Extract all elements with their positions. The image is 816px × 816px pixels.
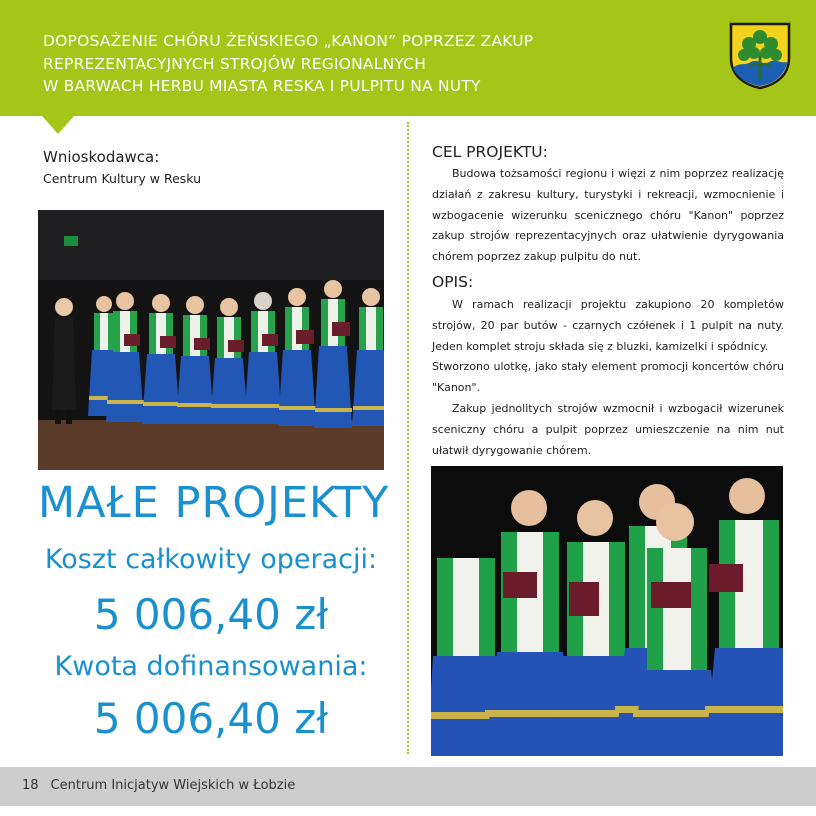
goal-heading: CEL PROJEKTU:: [432, 143, 548, 161]
applicant-label: Wnioskodawca:: [43, 148, 160, 166]
page-footer: [0, 767, 816, 806]
title-line-3: W BARWACH HERBU MIASTA RESKA I PULPITU NA NUTY: [43, 77, 481, 95]
column-divider: [407, 122, 409, 754]
total-cost-value: 5 006,40 zł: [93, 590, 329, 639]
publisher-name: Centrum Inicjatyw Wiejskich w Łobzie: [50, 778, 296, 793]
footer-text: [22, 778, 307, 793]
banner-pointer: [42, 116, 74, 134]
description-text: [432, 295, 784, 461]
page-number: 18: [22, 778, 39, 793]
description-paragraph-3: Zakup jednolitych strojów wzmocnił i wzbogacił wizerunek sceniczny chóru a pulpit poprzez umieszczenie na nim nut ułatwił dyrygowanie chórem.: [432, 401, 784, 457]
description-paragraph-2: Stworzono ulotkę, jako stały element promocji koncertów chóru "Kanon".: [432, 360, 784, 395]
applicant-name: Centrum Kultury w Resku: [43, 171, 202, 186]
description-paragraph-1: W ramach realizacji projektu zakupiono 20 kompletów strojów, 20 par butów - czarnych czółenek i 1 pulpit na nuty. Jeden komplet stroju składa się z bluzki, kamizelki i spódnicy.: [432, 298, 784, 353]
title-line-2: REPREZENTACYJNYCH STROJÓW REGIONALNYCH: [43, 54, 427, 73]
description-heading: OPIS:: [432, 273, 474, 291]
funding-label: Kwota dofinansowania:: [54, 651, 368, 682]
title-line-1: DOPOSAŻENIE CHÓRU ŻEŃSKIEGO „KANON” POPRZEZ ZAKUP: [43, 32, 534, 50]
choir-photo-stage: [38, 210, 384, 470]
choir-photo-closeup: [431, 466, 783, 756]
goal-text: [432, 164, 784, 268]
funding-value: 5 006,40 zł: [93, 694, 329, 743]
header-banner: [0, 0, 816, 116]
total-cost-label: Koszt całkowity operacji:: [44, 544, 378, 575]
page-title: [43, 30, 683, 98]
coat-of-arms-icon: [729, 22, 791, 90]
project-category: MAŁE PROJEKTY: [38, 478, 390, 528]
goal-paragraph: Budowa tożsamości regionu i więzi z nim poprzez realizację działań z zakresu kultury, turystyki i rekreacji, wzmocnienie i wzbogacenie wizerunku scenicznego chóru "Kanon" poprzez zakup strojów reprezentacyjnych oraz ułatwienie dyrygowania chórem poprzez zakup pulpitu do nut.: [432, 167, 784, 264]
